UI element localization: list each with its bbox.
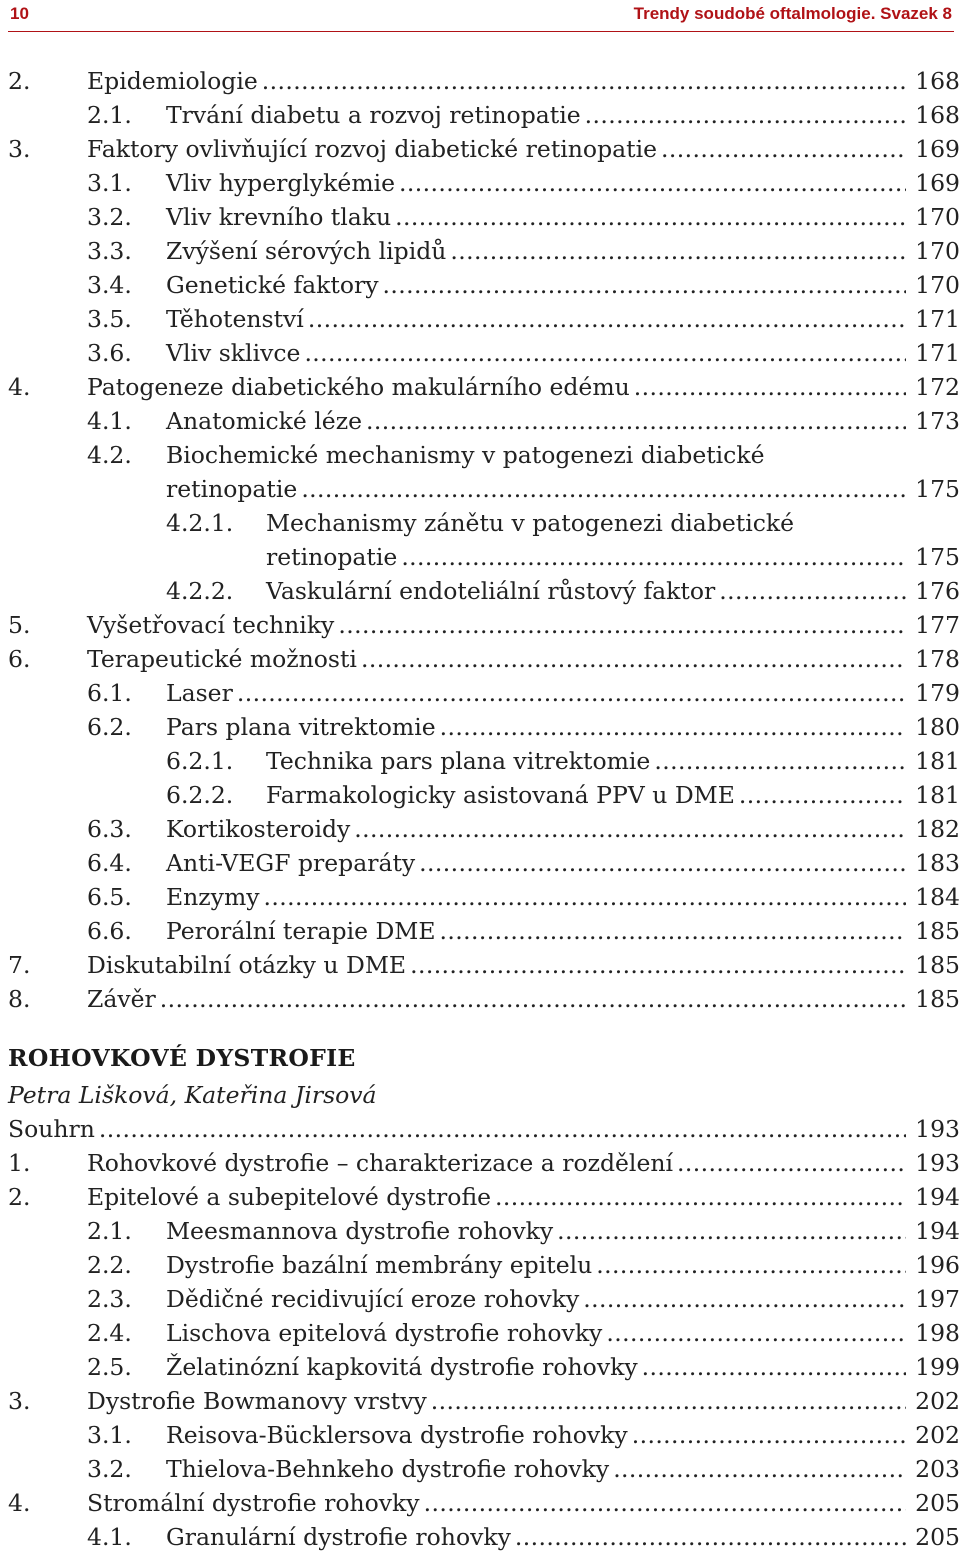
toc-entry [0, 574, 960, 608]
toc-entry-page: 202 [906, 1384, 960, 1418]
toc-entry [0, 1214, 960, 1248]
toc-entry [0, 404, 960, 438]
toc-entry-page: 184 [906, 880, 960, 914]
toc-leader-line [8, 1112, 960, 1146]
toc-entry-title: Závěr [87, 982, 160, 1016]
toc-leader-line [166, 1350, 960, 1384]
toc-entry [0, 1520, 960, 1554]
toc-leader-line [87, 608, 960, 642]
dot-leader [160, 982, 906, 1016]
toc-entry-title: Dystrofie Bowmanovy vrstvy [87, 1384, 431, 1418]
toc-leader-line [166, 336, 960, 370]
toc-entry [0, 438, 960, 472]
toc-entry-title: Kortikosteroidy [166, 812, 354, 846]
toc-entry-page: 202 [906, 1418, 960, 1452]
dot-leader [495, 1180, 906, 1214]
toc-entry-title: Rohovkové dystrofie – charakterizace a rozdělení [87, 1146, 677, 1180]
toc-entry-title: Meesmannova dystrofie rohovky [166, 1214, 557, 1248]
dot-leader [308, 302, 906, 336]
dot-leader [613, 1452, 906, 1486]
toc-entry-page: 180 [906, 710, 960, 744]
toc-entry-title: Enzymy [166, 880, 264, 914]
toc-entry-number: 2. [8, 67, 31, 95]
toc-leader-line [87, 1180, 960, 1214]
toc-entry-number: 6.2.2. [166, 781, 234, 809]
toc-leader-line [166, 234, 960, 268]
toc-entry [0, 1112, 960, 1146]
toc-entry-page: 185 [906, 982, 960, 1016]
toc-entry-number: 3.6. [87, 339, 132, 367]
toc-leader-line [166, 268, 960, 302]
toc-entry-number: 4.2.2. [166, 577, 234, 605]
dot-leader [515, 1520, 906, 1554]
toc-entry [0, 1146, 960, 1180]
toc-entry-title: Trvání diabetu a rozvoj retinopatie [166, 98, 585, 132]
toc-entry-title: retinopatie [166, 472, 301, 506]
toc-entry-page: 168 [906, 98, 960, 132]
toc-leader-line [166, 1248, 960, 1282]
toc-entry [0, 64, 960, 98]
dot-leader [383, 268, 906, 302]
toc-entry [0, 1248, 960, 1282]
toc-leader-line [87, 132, 960, 166]
toc-entry-page: 170 [906, 234, 960, 268]
dot-leader [583, 1282, 906, 1316]
toc-entry-page: 197 [906, 1282, 960, 1316]
toc-entry-number: 6.2.1. [166, 747, 234, 775]
toc-entry [0, 676, 960, 710]
toc-entry-page: 175 [906, 540, 960, 574]
toc-leader-line [166, 1520, 960, 1554]
toc-entry-page: 182 [906, 812, 960, 846]
toc-entry-page: 169 [906, 166, 960, 200]
toc-entry-number: 3. [8, 1387, 31, 1415]
toc-entry [0, 744, 960, 778]
toc-entry-page: 203 [906, 1452, 960, 1486]
section-authors: Petra Lišková, Kateřina Jirsová [8, 1081, 377, 1109]
dot-leader [634, 370, 906, 404]
toc-entry-page: 178 [906, 642, 960, 676]
toc-entry-number: 4.1. [87, 1523, 132, 1551]
dot-leader [769, 438, 960, 472]
toc-entry-number: 3.1. [87, 1421, 132, 1449]
toc-entry-page: 177 [906, 608, 960, 642]
table-of-contents [0, 64, 960, 1554]
toc-entry-number: 7. [8, 951, 31, 979]
toc-leader-line [166, 710, 960, 744]
toc-leader-line [166, 1452, 960, 1486]
toc-leader-line [166, 200, 960, 234]
toc-entry-page: 168 [906, 64, 960, 98]
dot-leader [354, 812, 906, 846]
toc-entry-number: 4.1. [87, 407, 132, 435]
toc-entry [0, 1486, 960, 1520]
toc-leader-line [166, 676, 960, 710]
toc-entry-title: Anatomické léze [166, 404, 366, 438]
toc-leader-line [166, 438, 960, 472]
toc-entry-number: 2.1. [87, 1217, 132, 1245]
toc-entry [0, 540, 960, 574]
toc-entry-title: Anti-VEGF preparáty [166, 846, 419, 880]
toc-entry-number: 3.2. [87, 203, 132, 231]
toc-part2 [0, 1112, 960, 1554]
toc-entry-title: Souhrn [8, 1112, 99, 1146]
toc-entry-number: 2. [8, 1183, 31, 1211]
toc-entry-number: 6.6. [87, 917, 132, 945]
toc-entry [0, 1384, 960, 1418]
dot-leader [410, 948, 906, 982]
toc-entry-number: 4. [8, 373, 31, 401]
toc-entry-title: Těhotenství [166, 302, 308, 336]
toc-entry-title: Perorální terapie DME [166, 914, 440, 948]
toc-entry [0, 812, 960, 846]
toc-entry-page: 194 [906, 1214, 960, 1248]
toc-entry-title: Mechanismy zánětu v patogenezi diabetické [266, 506, 798, 540]
toc-leader-line [87, 1486, 960, 1520]
toc-entry-title: Laser [166, 676, 237, 710]
toc-entry [0, 846, 960, 880]
page-header [0, 0, 960, 28]
toc-part1 [0, 64, 960, 1016]
dot-leader [237, 676, 906, 710]
toc-entry [0, 982, 960, 1016]
dot-leader [557, 1214, 906, 1248]
toc-entry-number: 3.1. [87, 169, 132, 197]
toc-entry-title: Genetické faktory [166, 268, 383, 302]
toc-entry-number: 6.5. [87, 883, 132, 911]
toc-entry-page: 173 [906, 404, 960, 438]
toc-leader-line [166, 302, 960, 336]
dot-leader [304, 336, 906, 370]
toc-entry-number: 3.3. [87, 237, 132, 265]
toc-entry-title: Pars plana vitrektomie [166, 710, 440, 744]
toc-entry-title: Dědičné recidivující eroze rohovky [166, 1282, 583, 1316]
toc-entry-number: 1. [8, 1149, 31, 1177]
toc-leader-line [266, 506, 960, 540]
toc-entry [0, 302, 960, 336]
dot-leader [401, 540, 906, 574]
dot-leader [395, 200, 906, 234]
toc-entry-page: 170 [906, 200, 960, 234]
dot-leader [399, 166, 906, 200]
dot-leader [338, 608, 906, 642]
toc-entry [0, 914, 960, 948]
toc-leader-line [87, 1384, 960, 1418]
dot-leader [450, 234, 906, 268]
toc-entry-number: 2.2. [87, 1251, 132, 1279]
toc-entry-title: Epitelové a subepitelové dystrofie [87, 1180, 495, 1214]
toc-entry [0, 1316, 960, 1350]
toc-entry-title: Vliv krevního tlaku [166, 200, 395, 234]
toc-entry [0, 166, 960, 200]
dot-leader [739, 778, 906, 812]
toc-leader-line [87, 1146, 960, 1180]
toc-entry-title: Terapeutické možnosti [87, 642, 361, 676]
toc-entry [0, 1350, 960, 1384]
toc-entry [0, 370, 960, 404]
toc-entry-page: 185 [906, 948, 960, 982]
dot-leader [719, 574, 906, 608]
toc-leader-line [166, 812, 960, 846]
toc-leader-line [87, 948, 960, 982]
journal-title: Trendy soudobé oftalmologie. Svazek 8 [633, 4, 952, 23]
toc-entry-page: 172 [906, 370, 960, 404]
section-title: ROHOVKOVÉ DYSTROFIE [8, 1044, 356, 1072]
toc-entry-title: Faktory ovlivňující rozvoj diabetické retinopatie [87, 132, 661, 166]
toc-entry [0, 948, 960, 982]
dot-leader [99, 1112, 906, 1146]
toc-entry-title: Biochemické mechanismy v patogenezi diabetické [166, 438, 769, 472]
toc-entry [0, 268, 960, 302]
dot-leader [585, 98, 906, 132]
dot-leader [632, 1418, 906, 1452]
toc-entry-number: 3.5. [87, 305, 132, 333]
toc-entry-number: 3. [8, 135, 31, 163]
toc-entry-page: 194 [906, 1180, 960, 1214]
toc-entry-page: 196 [906, 1248, 960, 1282]
toc-entry-number: 2.4. [87, 1319, 132, 1347]
toc-entry [0, 234, 960, 268]
toc-entry [0, 1418, 960, 1452]
dot-leader [301, 472, 906, 506]
dot-leader [798, 506, 960, 540]
dot-leader [440, 710, 906, 744]
toc-entry-page: 169 [906, 132, 960, 166]
section-heading [0, 1038, 960, 1078]
toc-entry-number: 6.3. [87, 815, 132, 843]
dot-leader [361, 642, 906, 676]
dot-leader [596, 1248, 906, 1282]
toc-entry-title: Vliv sklivce [166, 336, 304, 370]
toc-leader-line [166, 914, 960, 948]
toc-entry [0, 472, 960, 506]
toc-leader-line [166, 472, 960, 506]
dot-leader [431, 1384, 906, 1418]
toc-entry-title: Stromální dystrofie rohovky [87, 1486, 424, 1520]
toc-entry-title: Farmakologicky asistovaná PPV u DME [266, 778, 739, 812]
toc-entry-title: retinopatie [266, 540, 401, 574]
toc-leader-line [166, 166, 960, 200]
toc-entry-page: 205 [906, 1486, 960, 1520]
toc-entry-title: Diskutabilní otázky u DME [87, 948, 410, 982]
toc-leader-line [87, 64, 960, 98]
toc-entry-page: 181 [906, 778, 960, 812]
toc-entry-title: Vyšetřovací techniky [87, 608, 338, 642]
dot-leader [677, 1146, 906, 1180]
dot-leader [642, 1350, 906, 1384]
toc-entry-page: 170 [906, 268, 960, 302]
dot-leader [654, 744, 906, 778]
toc-entry-number: 6.1. [87, 679, 132, 707]
toc-leader-line [266, 778, 960, 812]
toc-entry-title: Dystrofie bazální membrány epitelu [166, 1248, 596, 1282]
toc-entry [0, 200, 960, 234]
toc-entry [0, 98, 960, 132]
toc-entry [0, 1452, 960, 1486]
toc-leader-line [166, 98, 960, 132]
toc-leader-line [266, 574, 960, 608]
toc-entry-page: 193 [906, 1112, 960, 1146]
header-rule [8, 31, 954, 32]
dot-leader [424, 1486, 906, 1520]
toc-entry [0, 506, 960, 540]
toc-entry [0, 778, 960, 812]
toc-entry [0, 336, 960, 370]
dot-leader [419, 846, 906, 880]
toc-entry-page: 181 [906, 744, 960, 778]
toc-entry-number: 2.5. [87, 1353, 132, 1381]
page-number: 10 [10, 4, 29, 23]
toc-entry-number: 3.2. [87, 1455, 132, 1483]
toc-entry-page: 193 [906, 1146, 960, 1180]
dot-leader [366, 404, 906, 438]
toc-entry-page: 175 [906, 472, 960, 506]
toc-entry [0, 132, 960, 166]
toc-entry [0, 880, 960, 914]
toc-leader-line [166, 1316, 960, 1350]
toc-entry-page: 171 [906, 336, 960, 370]
toc-entry-number: 3.4. [87, 271, 132, 299]
toc-entry-number: 4.2. [87, 441, 132, 469]
toc-leader-line [266, 744, 960, 778]
toc-entry [0, 1180, 960, 1214]
toc-entry-title: Thielova-Behnkeho dystrofie rohovky [166, 1452, 613, 1486]
toc-entry-title: Vliv hyperglykémie [166, 166, 399, 200]
toc-entry-page: 179 [906, 676, 960, 710]
toc-entry-number: 4.2.1. [166, 509, 234, 537]
toc-leader-line [166, 404, 960, 438]
toc-entry-number: 2.3. [87, 1285, 132, 1313]
toc-entry-number: 8. [8, 985, 31, 1013]
toc-entry [0, 1282, 960, 1316]
toc-leader-line [87, 370, 960, 404]
toc-entry-title: Želatinózní kapkovitá dystrofie rohovky [166, 1350, 642, 1384]
toc-entry-title: Zvýšení sérových lipidů [166, 234, 450, 268]
toc-leader-line [87, 642, 960, 676]
toc-leader-line [166, 1214, 960, 1248]
toc-leader-line [166, 846, 960, 880]
toc-leader-line [266, 540, 960, 574]
toc-entry-page: 199 [906, 1350, 960, 1384]
dot-leader [440, 914, 906, 948]
toc-entry-page: 198 [906, 1316, 960, 1350]
toc-entry-title: Lischova epitelová dystrofie rohovky [166, 1316, 606, 1350]
toc-entry-title: Technika pars plana vitrektomie [266, 744, 654, 778]
toc-entry [0, 642, 960, 676]
dot-leader [661, 132, 906, 166]
toc-entry-title: Granulární dystrofie rohovky [166, 1520, 515, 1554]
dot-leader [262, 64, 906, 98]
toc-entry-number: 2.1. [87, 101, 132, 129]
toc-entry-number: 4. [8, 1489, 31, 1517]
dot-leader [264, 880, 906, 914]
toc-entry-title: Vaskulární endoteliální růstový faktor [266, 574, 719, 608]
toc-leader-line [166, 880, 960, 914]
toc-entry [0, 710, 960, 744]
toc-leader-line [87, 982, 960, 1016]
toc-entry-number: 5. [8, 611, 31, 639]
toc-entry-page: 205 [906, 1520, 960, 1554]
toc-entry-page: 171 [906, 302, 960, 336]
toc-entry-title: Patogeneze diabetického makulárního edému [87, 370, 634, 404]
toc-entry-number: 6.4. [87, 849, 132, 877]
toc-leader-line [166, 1282, 960, 1316]
toc-entry-number: 6.2. [87, 713, 132, 741]
toc-leader-line [166, 1418, 960, 1452]
toc-entry-page: 183 [906, 846, 960, 880]
toc-entry-number: 6. [8, 645, 31, 673]
toc-entry [0, 608, 960, 642]
toc-entry-title: Reisova-Bücklersova dystrofie rohovky [166, 1418, 632, 1452]
toc-entry-page: 185 [906, 914, 960, 948]
toc-entry-title: Epidemiologie [87, 64, 262, 98]
toc-entry-page: 176 [906, 574, 960, 608]
dot-leader [606, 1316, 906, 1350]
